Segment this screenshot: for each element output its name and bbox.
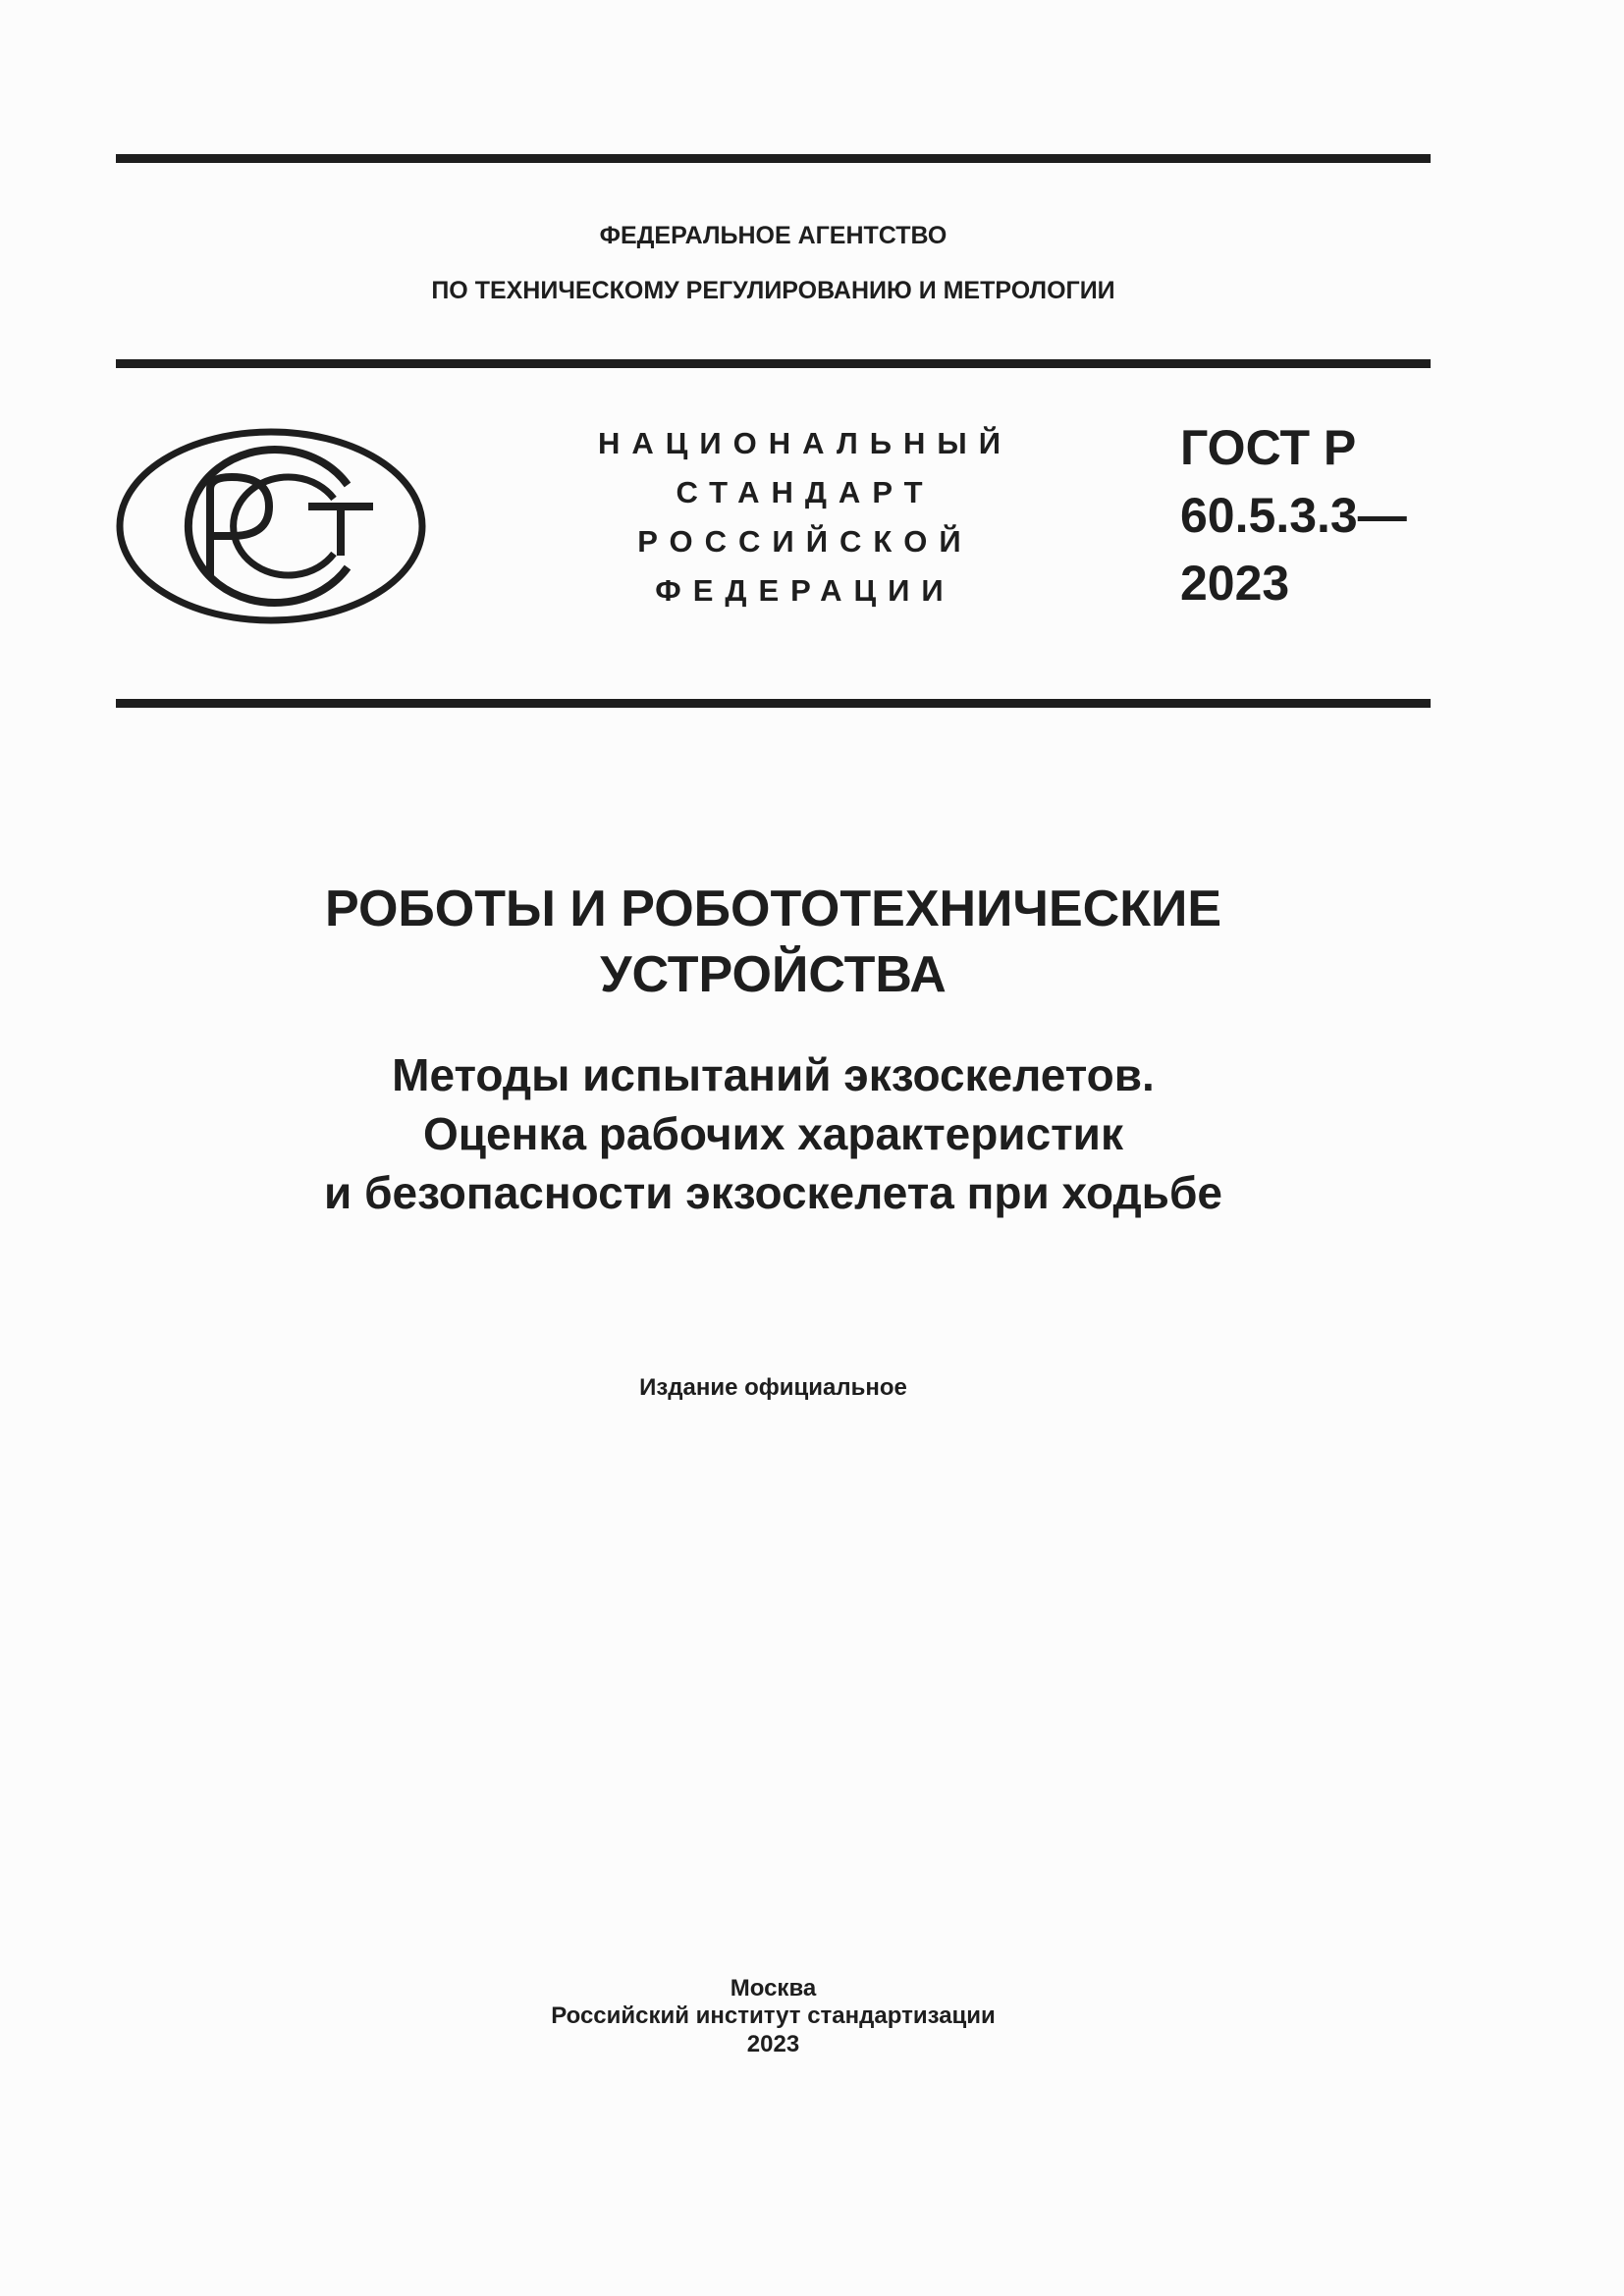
- title-sub-line-3: и безопасности экзоскелета при ходьбе: [324, 1167, 1222, 1218]
- title-main-line-2: УСТРОЙСТВА: [600, 946, 947, 1003]
- top-rule: [116, 154, 1431, 163]
- designation-line-2: 60.5.3.3—: [1180, 488, 1407, 543]
- standard-type-line-1: НАЦИОНАЛЬНЫЙ: [597, 426, 1013, 460]
- title-sub-line-1: Методы испытаний экзоскелетов.: [392, 1049, 1155, 1100]
- imprint-publisher: Российский институт стандартизации: [551, 2002, 996, 2029]
- agency-line-2: ПО ТЕХНИЧЕСКОМУ РЕГУЛИРОВАНИЮ И МЕТРОЛОГИИ: [431, 277, 1115, 304]
- imprint-year: 2023: [746, 2031, 800, 2057]
- agency-rule: [116, 359, 1431, 368]
- designation-line-3: 2023: [1180, 556, 1290, 611]
- standard-type-line-4: ФЕДЕРАЦИИ: [655, 573, 955, 608]
- header-rule: [116, 699, 1431, 708]
- agency-line-1: ФЕДЕРАЛЬНОЕ АГЕНТСТВО: [599, 222, 947, 249]
- designation-line-1: ГОСТ Р: [1180, 420, 1357, 475]
- edition-label: Издание официальное: [639, 1374, 907, 1401]
- title-main-line-1: РОБОТЫ И РОБОТОТЕХНИЧЕСКИЕ: [324, 881, 1222, 937]
- imprint-city: Москва: [730, 1975, 817, 2002]
- standard-type-line-2: СТАНДАРТ: [676, 475, 935, 509]
- standard-type-line-3: РОССИЙСКОЙ: [637, 524, 973, 559]
- rst-logo-icon: [116, 428, 426, 624]
- title-sub-line-2: Оценка рабочих характеристик: [423, 1108, 1123, 1159]
